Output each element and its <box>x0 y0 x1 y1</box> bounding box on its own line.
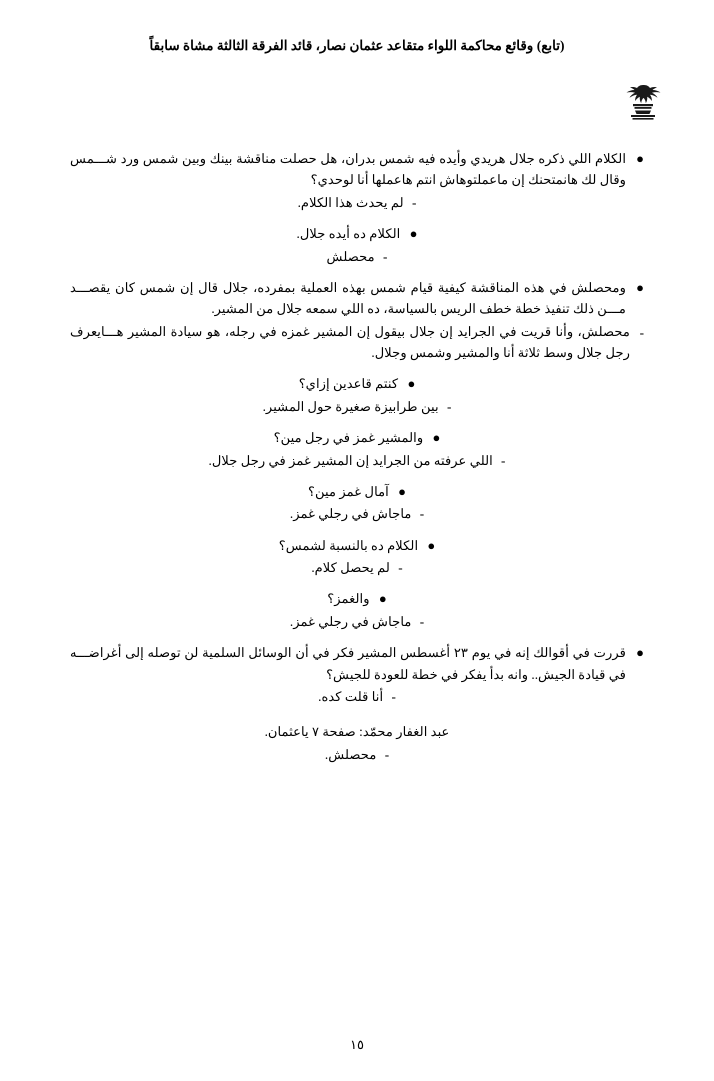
answer-line <box>70 321 644 364</box>
answer-text: لم يحصل كلام. <box>311 560 390 575</box>
answer-line <box>70 450 644 471</box>
answer-line <box>70 557 644 578</box>
bullet-icon: ● <box>398 483 406 499</box>
question-text: قررت في أقوالك إنه في يوم ٢٣ أغسطس المشير فكر في أن الوسائل السلمية لن توصله إلى أغراضـــه في قيادة الجيش.. وانه بدأ يفكر في خطة للعودة للجيش؟ <box>70 645 626 682</box>
question-text: الكلام ده أيده جلال. <box>296 226 401 242</box>
question-line <box>70 427 644 448</box>
answer-text: أنا قلت كده. <box>318 688 384 704</box>
bullet-icon: ● <box>432 430 441 446</box>
transcript-body <box>70 138 644 765</box>
answer-text: محصلش. <box>324 746 377 762</box>
dash-icon: - <box>384 746 390 762</box>
question-text: والمشير غمز في رجل مين؟ <box>273 430 424 446</box>
question-line <box>70 223 644 244</box>
answer-text: اللي عرفته من الجرايد إن المشير غمز في رجل جلال. <box>208 452 493 468</box>
page-number: ١٥ <box>350 1037 364 1052</box>
page-header: (تابع) وقائع محاكمة اللواء متقاعد عثمان نصار، قائد الفرقة الثالثة مشاة سابقاً <box>149 38 565 53</box>
bullet-icon: ● <box>636 645 644 661</box>
question-line <box>70 481 644 502</box>
answer-text: ماجاش في رجلي غمز. <box>289 506 412 522</box>
dash-icon: - <box>419 506 425 522</box>
question-text: ومحصلش في هذه المناقشة كيفية قيام شمس بهذه العملية بمفرده، جلال قال إن شمس كان يقصـــد مـــن ذلك تنفيذ خطة خطف الريس بالسياسة، ده اللي سمعه جلال من المشير. <box>70 279 626 317</box>
dash-icon: - <box>446 398 452 414</box>
question-line <box>70 148 644 191</box>
answer-line <box>70 192 644 213</box>
bullet-icon: ● <box>378 591 387 607</box>
answer-line <box>70 744 644 765</box>
speaker-line: عبد الغفار محمّد: صفحة ٧ ياعثمان. <box>264 724 450 740</box>
bullet-icon: ● <box>636 279 644 295</box>
question-text: الكلام اللي ذكره جلال هريدي وأيده فيه شمس بدران، هل حصلت مناقشة بينك وبين شمس ورد شـــمس وقال لك هانمتحنك إن ماعملتوهاش انتم هاعملها أنا لوحدي؟ <box>70 151 626 188</box>
answer-text: ماجاش في رجلي غمز. <box>289 613 412 629</box>
answer-text: محصلش، وأنا قريت في الجرايد إن جلال بيقول إن المشير غمزه في رجله، هو سيادة المشير هـــايعرف رجل جلال وسط ثلاثة أنا والمشير وشمس وجلال. <box>70 323 630 360</box>
question-line <box>70 642 644 685</box>
dash-icon: - <box>391 688 396 704</box>
question-text: كنتم قاعدين إزاي؟ <box>298 376 399 392</box>
dash-icon: - <box>419 613 425 629</box>
question-line <box>70 373 644 394</box>
answer-text: بين طرابيزة صغيرة حول المشير. <box>262 398 439 414</box>
question-line <box>70 277 644 320</box>
answer-line <box>70 611 644 632</box>
bullet-icon: ● <box>409 226 418 242</box>
answer-text: محصلش <box>326 248 375 264</box>
question-line <box>70 588 644 609</box>
answer-line <box>70 396 644 417</box>
dash-icon: - <box>501 452 506 468</box>
bullet-icon: ● <box>427 537 436 553</box>
answer-line <box>70 686 644 707</box>
answer-text: لم يحدث هذا الكلام. <box>297 194 404 210</box>
answer-line <box>70 503 644 524</box>
dash-icon: - <box>383 248 388 264</box>
question-text: الكلام ده بالنسبة لشمس؟ <box>278 537 419 553</box>
dash-icon: - <box>411 194 417 210</box>
question-line <box>70 535 644 556</box>
dash-icon: - <box>398 560 403 575</box>
bullet-icon: ● <box>407 376 416 392</box>
egypt-eagle-emblem-icon <box>617 82 669 124</box>
dash-icon: - <box>639 324 644 340</box>
answer-line <box>70 246 644 267</box>
bullet-icon: ● <box>636 151 644 166</box>
question-text: والغمز؟ <box>327 591 370 607</box>
question-text: آمال غمز مين؟ <box>308 483 389 499</box>
